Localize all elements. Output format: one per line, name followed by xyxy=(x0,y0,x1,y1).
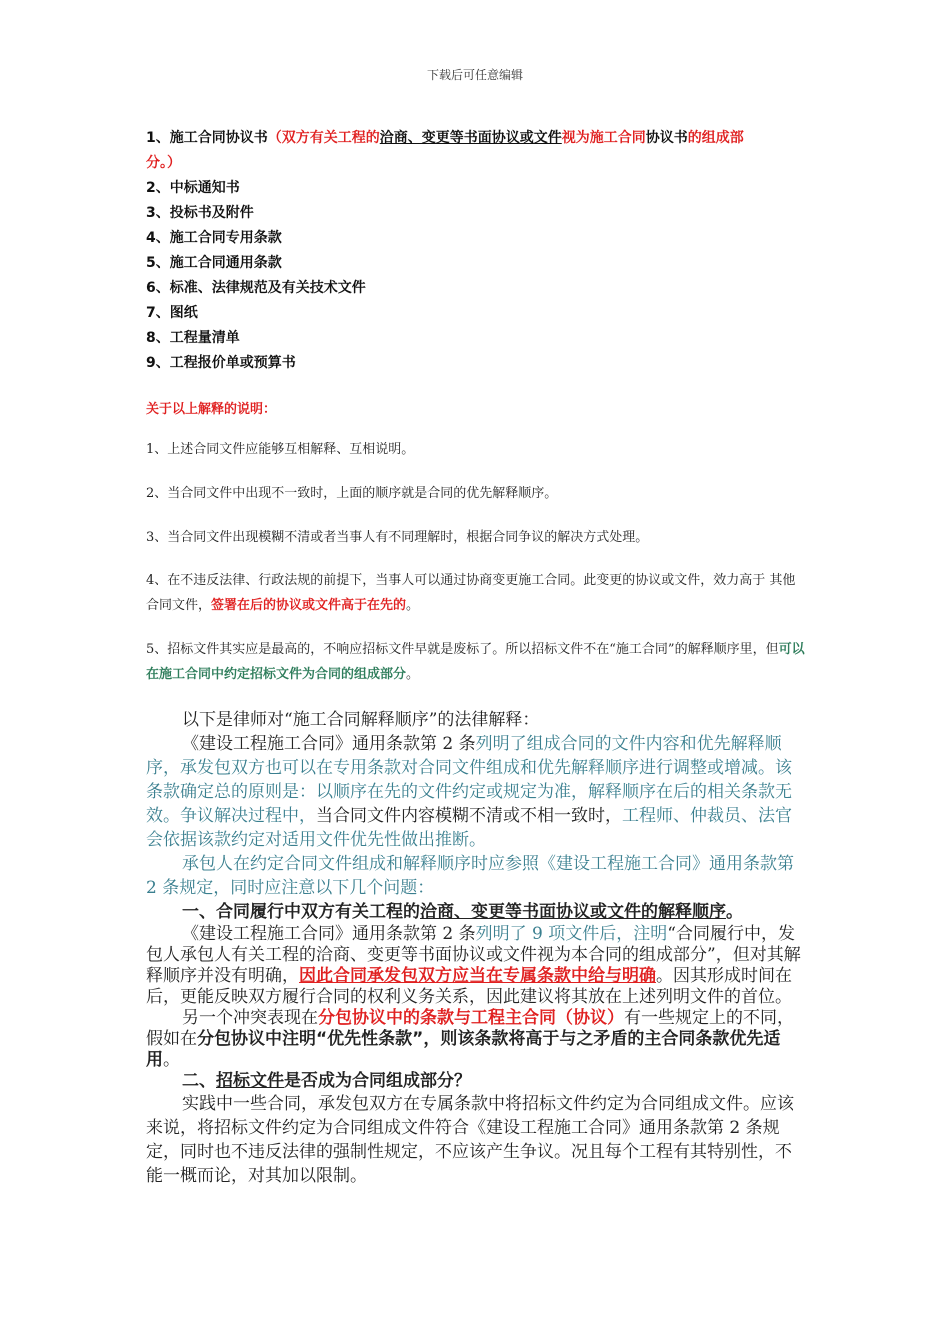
paragraph-1-b: 列明了组成合同的文件内容和优先解释顺序，承发包双方也可以在专用条款对合同文件组成和优先解释顺序进行调整或增减。该条款确定总的原则是：以顺序在先的文件约定或规定为准，解释顺序在后的相关条款无效。争议解决过程中， xyxy=(146,734,792,826)
document-order-list xyxy=(146,126,796,376)
note-4-text: 4、在不违反法律、行政法规的前提下，当事人可以通过协商变更施工合同。此变更的协议或文件，效力高于 其他合同文件， xyxy=(146,573,796,613)
paragraph-4-b: 分包协议中的条款与工程主合同（协议） xyxy=(318,1008,624,1028)
note-2: 2、当合同文件中出现不一致时，上面的顺序就是合同的优先解释顺序。 xyxy=(146,486,558,501)
list-item-1-note-b: 洽商、变更等书面协议或文件 xyxy=(379,130,562,146)
note-5-end: 。 xyxy=(406,667,420,682)
paragraph-4-c: 有一些规定上的不同，假如在 xyxy=(146,1008,794,1049)
paragraph-3-c: “合同履行中，发包人承包人有关工程的洽商、变更等书面协议或文件视为本合同的组成部分”，但对其解释顺序并没有明确， xyxy=(146,924,801,986)
page-header: 下载后可任意编辑 xyxy=(426,68,523,82)
list-item: 8、工程量清单 xyxy=(146,330,240,346)
paragraph-4-a: 另一个冲突表现在 xyxy=(182,1008,318,1028)
list-item: 3、投标书及附件 xyxy=(146,205,254,221)
list-item: 6、标准、法律规范及有关技术文件 xyxy=(146,280,366,296)
heading-1-a: 一、合同履行中双方有关工程的 xyxy=(182,902,420,922)
list-item-1-note-a: （双方有关工程的 xyxy=(267,130,380,146)
list-item: 2、中标通知书 xyxy=(146,180,240,196)
list-item-1 xyxy=(146,126,796,176)
list-item-1-note-d: 协议书 xyxy=(645,130,688,146)
paragraph-3-b: 列明了 9 项文件后，注明 xyxy=(475,924,668,944)
heading-1-c: 。 xyxy=(726,902,743,922)
notes-title: 关于以上解释的说明： xyxy=(146,402,277,417)
heading-2-a: 二、 xyxy=(182,1071,216,1091)
paragraph-3-d: 因此合同承发包双方应当在专属条款中给与明确 xyxy=(299,966,656,986)
list-item-1-note-e: 的组成部 xyxy=(687,130,744,146)
paragraph-1-c: 当合同文件内容模糊不清或不相一致时， xyxy=(316,806,622,826)
note-4 xyxy=(146,568,808,618)
heading-2-c: 是否成为合同组成部分？ xyxy=(284,1071,471,1091)
paragraph-2: 承包人在约定合同文件组成和解释顺序时应参照《建设工程施工合同》通用条款第 2 条规定，同时应注意以下几个问题： xyxy=(146,854,794,898)
paragraph-5: 实践中一些合同，承发包双方在专属条款中将招标文件约定为合同组成文件。应该来说，将招标文件约定为合同组成文件符合《建设工程施工合同》通用条款第 2 条规定，同时也不违反法律的强制性规定，不应该产生争议。况且每个工程有其特别性，不能一概而论，对其加以限制。 xyxy=(146,1094,794,1186)
heading-2-b: 招标文件 xyxy=(216,1071,284,1091)
heading-2 xyxy=(146,1071,806,1092)
note-4-highlight: 签署在后的协议或文件高于在先的 xyxy=(211,598,407,613)
paragraph-3-a: 《建设工程施工合同》通用条款第 2 条 xyxy=(182,924,476,944)
heading-1 xyxy=(146,900,806,924)
list-item-1-prefix: 1、施工合同协议书 xyxy=(146,130,268,146)
list-item-1-note-c: 视为施工合同 xyxy=(561,130,646,146)
paragraph-3 xyxy=(146,924,806,1008)
note-1: 1、上述合同文件应能够互相解释、互相说明。 xyxy=(146,442,415,457)
note-5-text: 5、招标文件其实应是最高的，不响应招标文件早就是废标了。所以招标文件不在“施工合同”的解释顺序里，但 xyxy=(146,642,779,657)
paragraph-3-e: 。因其形成时间在后，更能反映双方履行合同的权利义务关系，因此建议将其放在上述列明文件的首位。 xyxy=(146,966,792,1007)
note-3: 3、当合同文件出现模糊不清或者当事人有不同理解时，根据合同争议的解决方式处理。 xyxy=(146,530,649,545)
list-item: 5、施工合同通用条款 xyxy=(146,255,282,271)
list-item: 7、图纸 xyxy=(146,305,198,321)
note-4-end: 。 xyxy=(406,598,420,613)
intro-paragraph: 以下是律师对“施工合同解释顺序”的法律解释： xyxy=(182,710,540,730)
paragraph-4-d: 分包协议中注明“优先性条款”，则该条款将高于与之矛盾的主合同条款优先适用 xyxy=(146,1029,781,1070)
paragraph-1-d: 工程师、仲裁员、法官会依据该款约定对适用文件优先性做出推断。 xyxy=(146,806,792,850)
heading-1-b: 洽商、变更等书面协议或文件的解释顺序 xyxy=(420,902,726,922)
note-5 xyxy=(146,637,808,687)
list-item-1-note-f: 分。） xyxy=(146,155,181,171)
legal-explanation xyxy=(146,708,806,1188)
list-item: 4、施工合同专用条款 xyxy=(146,230,282,246)
paragraph-4-e: 。 xyxy=(163,1050,180,1070)
paragraph-1 xyxy=(146,732,806,852)
paragraph-4 xyxy=(146,1008,806,1071)
paragraph-1-a: 《建设工程施工合同》通用条款第 2 条 xyxy=(182,734,476,754)
list-item: 9、工程报价单或预算书 xyxy=(146,355,296,371)
note-5-highlight: 可以在施工合同中约定招标文件为合同的组成部分 xyxy=(146,642,805,682)
